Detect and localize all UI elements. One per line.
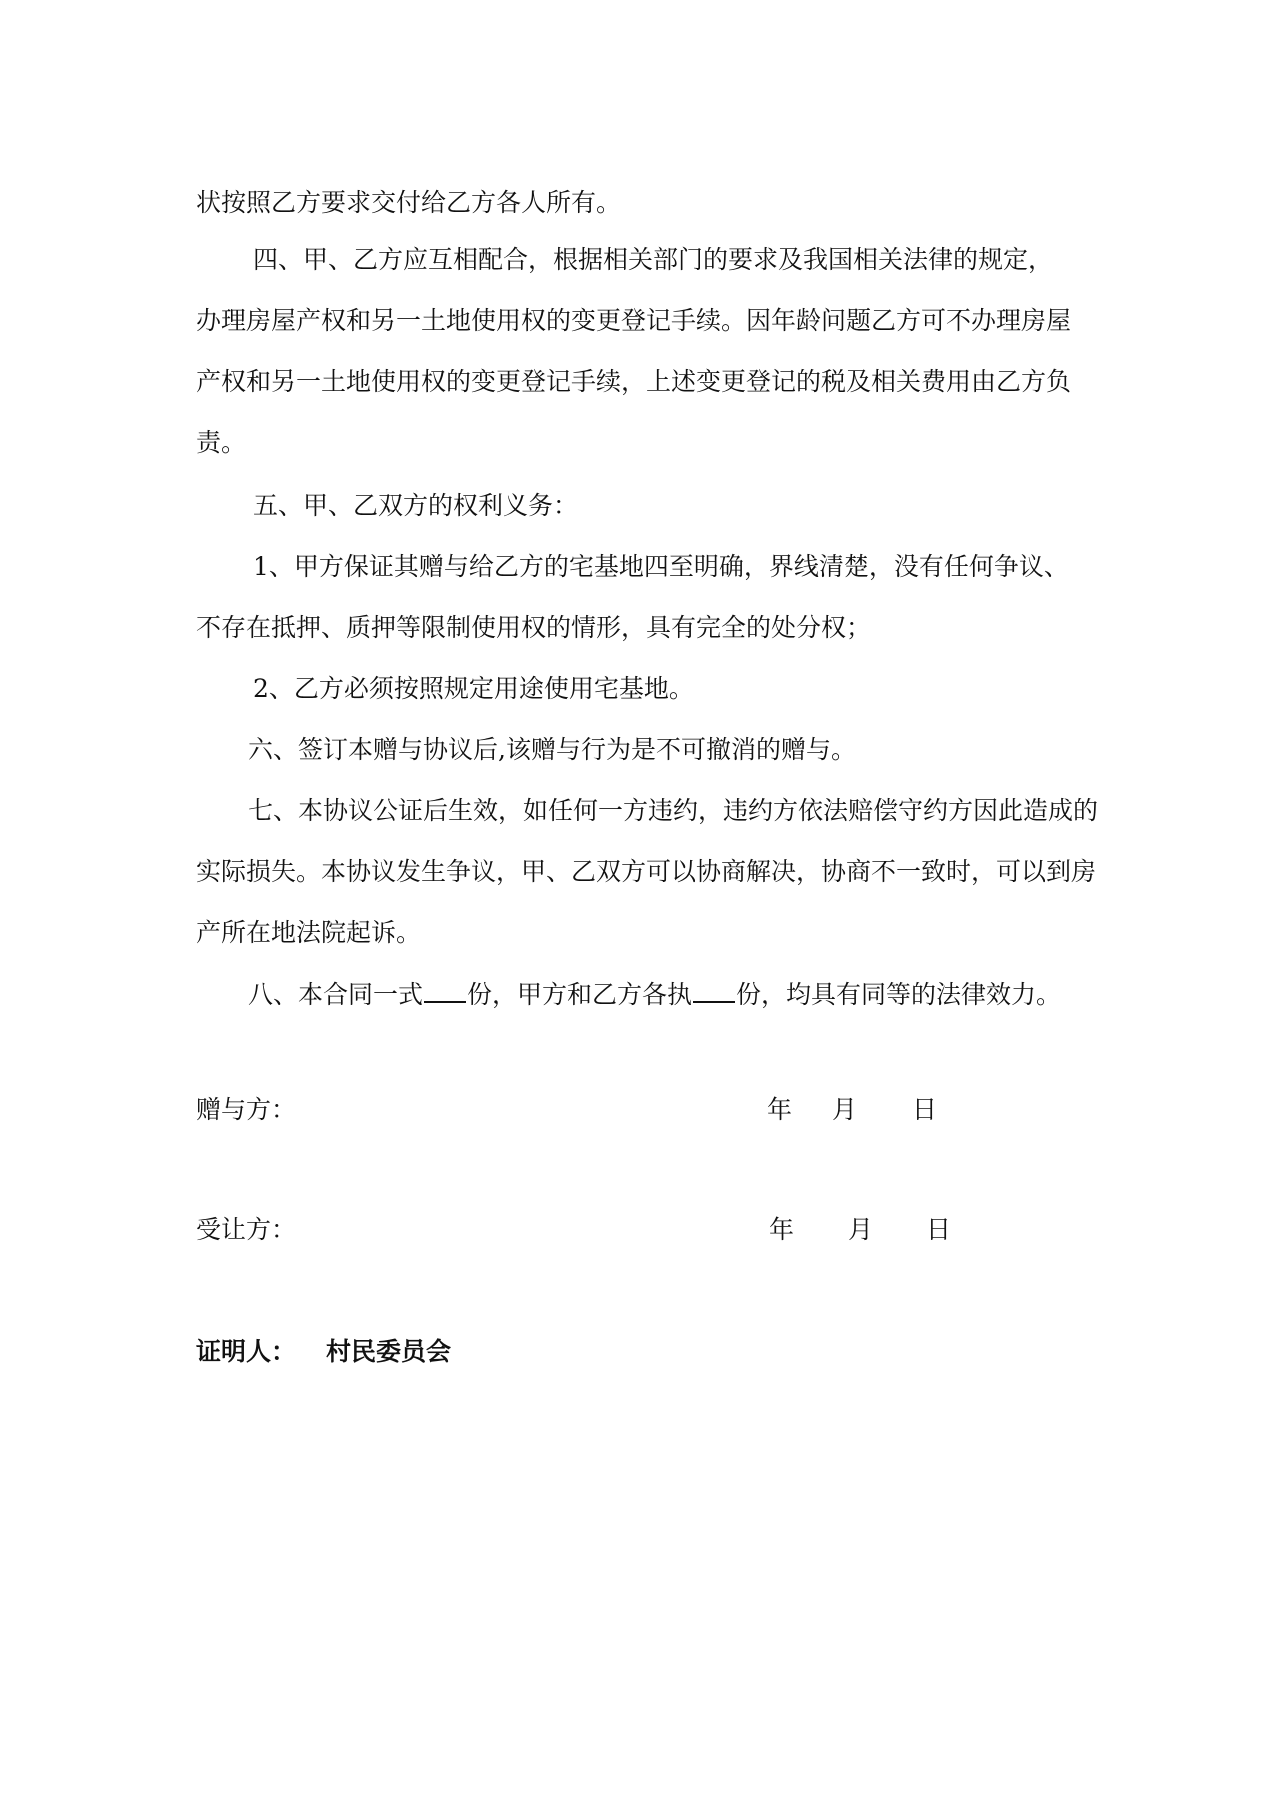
recipient-date-month: 月: [848, 1215, 874, 1244]
clause-5-heading: 五、甲、乙双方的权利义务：: [253, 491, 579, 520]
clause-8-part-3: 份，均具有同等的法律效力。: [736, 980, 1062, 1009]
clause-4-line-2: 办理房屋产权和另一土地使用权的变更登记手续。因年龄问题乙方可不办理房屋: [196, 306, 1072, 335]
clause-3-end: 状按照乙方要求交付给乙方各人所有。: [196, 188, 622, 217]
donor-date-year: 年: [767, 1095, 793, 1124]
clause-7-line-3: 产所在地法院起诉。: [196, 918, 422, 947]
recipient-label: 受让方：: [196, 1215, 297, 1244]
clause-5-item-1-line-1: 1、甲方保证其赠与给乙方的宅基地四至明确，界线清楚，没有任何争议、: [253, 552, 1069, 581]
clause-4-line-4: 责。: [196, 428, 247, 457]
clause-7-line-1: 七、本协议公证后生效，如任何一方违约，违约方依法赔偿守约方因此造成的: [248, 796, 1099, 825]
donor-date-month: 月: [832, 1095, 858, 1124]
copies-total-blank: [424, 979, 466, 1003]
donor-date-day: 日: [912, 1095, 938, 1124]
clause-4-line-3: 产权和另一土地使用权的变更登记手续，上述变更登记的税及相关费用由乙方负: [196, 367, 1072, 396]
recipient-date-day: 日: [926, 1215, 952, 1244]
recipient-date-year: 年: [769, 1215, 795, 1244]
clause-8-part-2: 份，甲方和乙方各执: [467, 980, 693, 1009]
clause-5-item-2: 2、乙方必须按照规定用途使用宅基地。: [253, 674, 694, 703]
clause-5-item-1-line-2: 不存在抵押、质押等限制使用权的情形，具有完全的处分权；: [196, 613, 872, 642]
copies-each-blank: [693, 979, 735, 1003]
clause-6: 六、签订本赠与协议后,该赠与行为是不可撤消的赠与。: [248, 735, 856, 764]
clause-7-line-2: 实际损失。本协议发生争议，甲、乙双方可以协商解决，协商不一致时，可以到房: [196, 857, 1097, 886]
clause-8: [248, 979, 1061, 1010]
witness-label: 证明人：: [196, 1337, 297, 1366]
donor-label: 赠与方：: [196, 1095, 297, 1124]
clause-4-line-1: 四、甲、乙方应互相配合，根据相关部门的要求及我国相关法律的规定，: [253, 245, 1054, 274]
witness-name: 村民委员会: [326, 1337, 452, 1366]
clause-8-part-1: 八、本合同一式: [248, 980, 424, 1009]
